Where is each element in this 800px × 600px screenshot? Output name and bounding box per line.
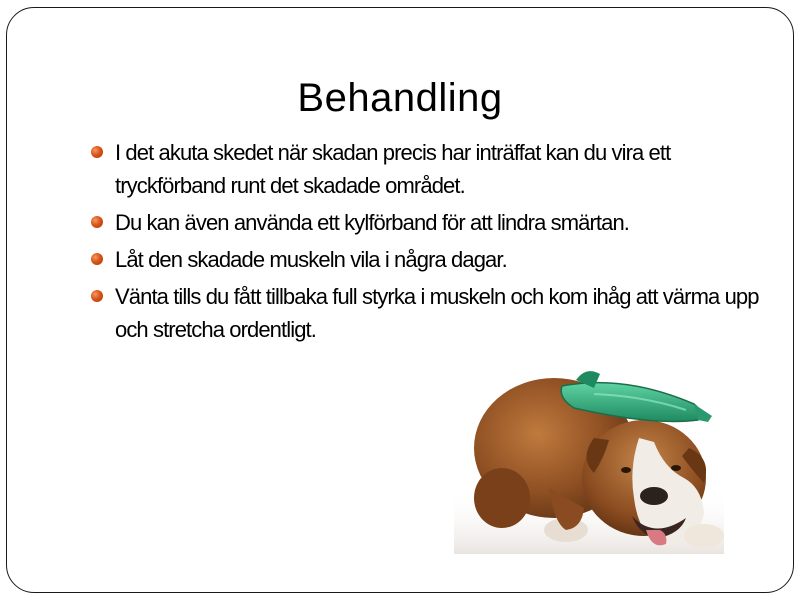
bullet-item: [91, 280, 771, 346]
bullet-dot-icon: [91, 146, 103, 158]
bulldog-illustration: [454, 338, 724, 554]
bullet-list: [91, 136, 771, 350]
bullet-dot-icon: [91, 216, 103, 228]
bullet-dot-icon: [91, 290, 103, 302]
bulldog-ice-pack-photo: [454, 338, 724, 554]
bullet-item: [91, 206, 771, 239]
bullet-text: I det akuta skedet när skadan precis har inträffat kan du vira ett tryckförband runt det skadade området.: [115, 140, 671, 198]
bullet-text: Du kan även använda ett kylförband för att lindra smärtan.: [115, 210, 630, 235]
slide: [6, 7, 794, 593]
bullet-item: [91, 243, 771, 276]
bullet-item: [91, 136, 771, 202]
bullet-text: Vänta tills du fått tillbaka full styrka i muskeln och kom ihåg att värma upp och stretcha ordentligt.: [115, 284, 759, 342]
bullet-text: Låt den skadade muskeln vila i några dagar.: [115, 247, 507, 272]
bullet-dot-icon: [91, 253, 103, 265]
slide-title: Behandling: [297, 76, 503, 120]
